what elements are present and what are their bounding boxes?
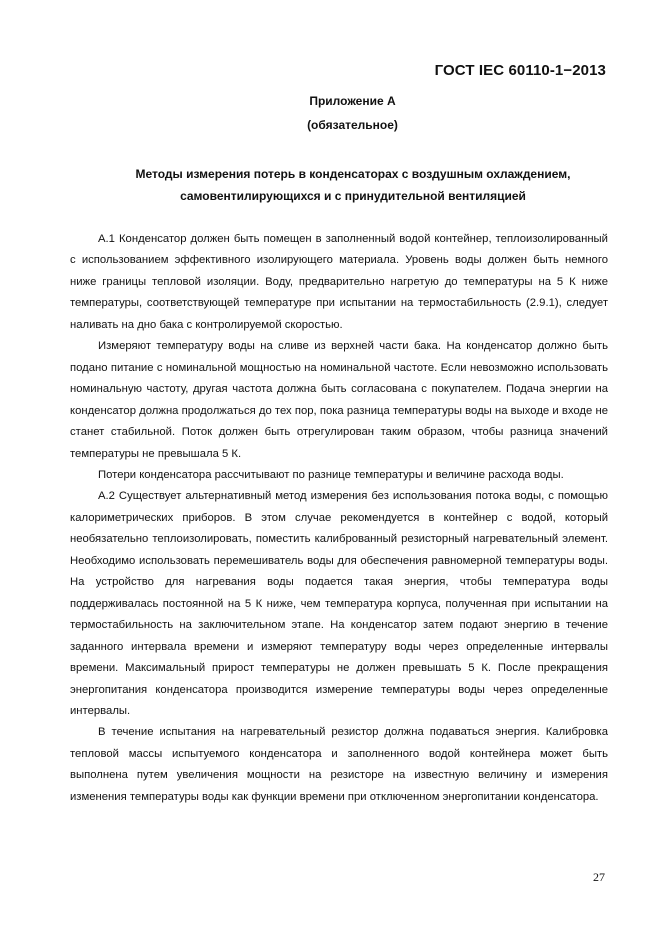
section-heading-line-2: самовентилирующихся и с принудительной вентиляцией — [180, 189, 526, 203]
section-heading-line-1: Методы измерения потерь в конденсаторах с воздушным охлаждением, — [135, 167, 571, 181]
paragraph-a2: А.2 Существует альтернативный метод измерения без использования потока воды, с помощью калориметрических приборов. В этом случае рекомендуется в контейнер с водой, который необязательно теплоизолировать, поместить калиброванный резисторный нагревательный элемент. Необходимо использовать перемешиватель воды для обеспечения равномерной температуры воды. На устройство для нагревания воды подается такая энергия, чтобы температура воды поддерживалась постоянной на 5 К ниже, чем температура корпуса, полученная при испытании на термостабильность на заключительном этапе. На конденсатор затем подают энергию в течение заданного интервала времени и измеряют температуру воды через определенные интервалы времени. Максимальный прирост температуры не должен превышать 5 К. После прекращения энергопитания конденсатора производится измерение температуры воды через определенные интервалы. — [70, 490, 608, 717]
standard-code: ГОСТ IEC 60110-1−2013 — [434, 62, 606, 79]
annex-kind: (обязательное) — [307, 118, 398, 132]
page-number: 27 — [593, 870, 605, 884]
body-text — [70, 229, 608, 808]
paragraph-losses: Потери конденсатора рассчитывают по разнице температуры и величине расхода воды. — [98, 468, 564, 481]
annex-title: Приложение А — [309, 94, 396, 108]
paragraph-measure-temperature: Измеряют температуру воды на сливе из верхней части бака. На конденсатор должно быть подано питание с номинальной мощностью на номинальной частоте. Если невозможно использовать номинальную частоту, другая частота должна быть согласована с покупателем. Подача энергии на конденсатор должна продолжаться до тех пор, пока разница температуры воды на выходе и входе не станет стабильной. Поток должен быть отрегулирован таким образом, чтобы разница значений температуры не превышала 5 К. — [70, 340, 608, 460]
paragraph-calibration: В течение испытания на нагревательный резистор должна подаваться энергия. Калибровка тепловой массы испытуемого конденсатора и заполненного водой контейнера может быть выполнена путем увеличения мощности на резисторе на известную величину и измерения изменения температуры воды как функции времени при отключенном энергопитании конденсатора. — [70, 726, 608, 803]
paragraph-a1: А.1 Конденсатор должен быть помещен в заполненный водой контейнер, теплоизолированный с использованием эффективного изолирующего материала. Уровень воды должен быть немного ниже границы тепловой изоляции. Воду, предварительно нагретую до температуры на 5 К ниже температуры, соответствующей температуре при испытании на термостабильность (2.9.1), следует наливать на дно бака с контролируемой скоростью. — [70, 233, 608, 331]
section-heading — [70, 163, 636, 207]
